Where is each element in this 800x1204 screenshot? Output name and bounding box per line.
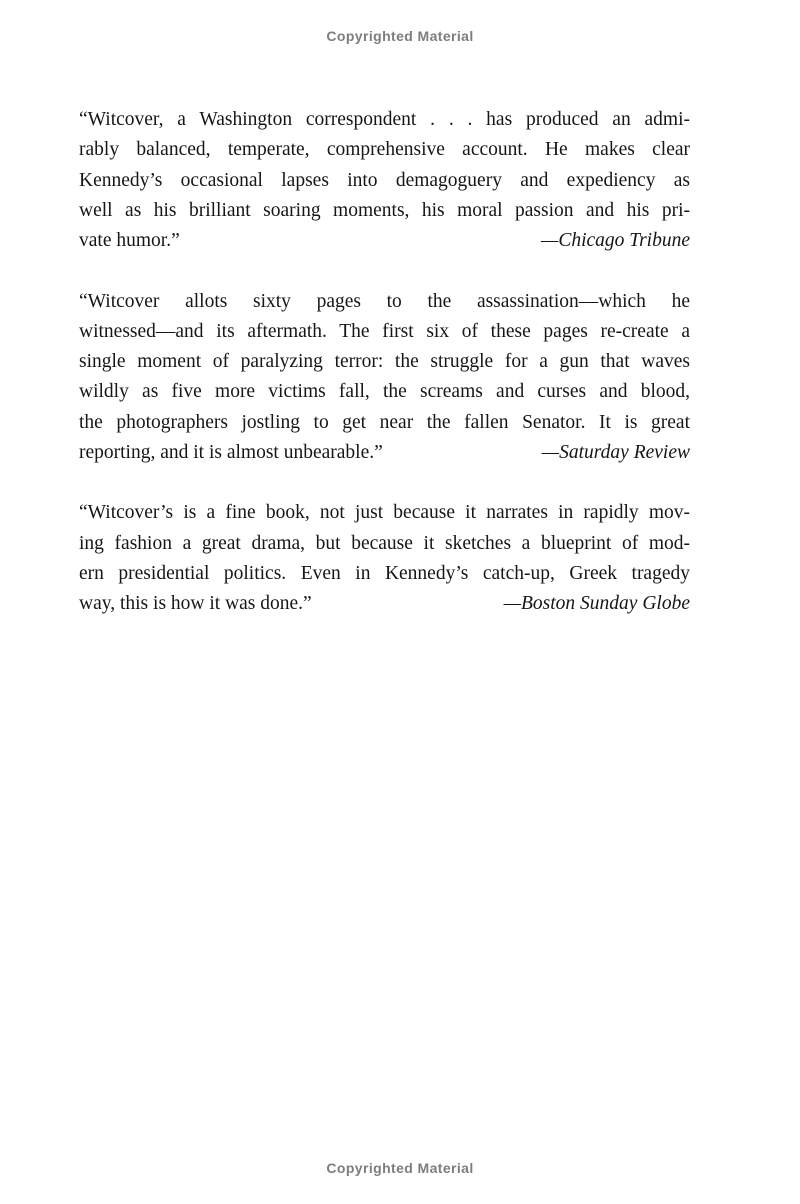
review-last-line <box>79 226 690 256</box>
review-line: the photographers jostling to get near the fallen Senator. It is great <box>79 411 690 433</box>
review-last-line <box>79 589 690 619</box>
copyright-notice-bottom: Copyrighted Material <box>326 1160 474 1176</box>
review-line: single moment of paralyzing terror: the struggle for a gun that waves <box>79 351 690 372</box>
review-blurbs <box>79 105 690 650</box>
review-last-line <box>79 438 690 468</box>
review-paragraph-saturday-review <box>79 287 690 469</box>
review-line: Kennedy’s occasional lapses into demagoguery and expediency as <box>79 169 690 191</box>
review-closing-text: way, this is how it was done.” <box>79 593 312 614</box>
review-line: ing fashion a great drama, but because it sketches a blueprint of mod- <box>79 532 690 554</box>
review-paragraph-boston-sunday-globe <box>79 498 690 619</box>
review-closing-text: reporting, and it is almost unbearable.” <box>79 441 383 463</box>
review-line: “Witcover, a Washington correspondent . . . has produced an admi- <box>79 109 690 130</box>
review-line: ern presidential politics. Even in Kennedy’s catch-up, Greek tragedy <box>79 562 690 584</box>
review-line: “Witcover allots sixty pages to the assassination—which he <box>79 290 690 312</box>
review-attribution: —Saturday Review <box>541 441 690 463</box>
review-attribution: —Boston Sunday Globe <box>503 593 690 614</box>
review-paragraph-chicago-tribune <box>79 105 690 256</box>
review-line: “Witcover’s is a fine book, not just because it narrates in rapidly mov- <box>79 502 690 524</box>
review-line: rably balanced, temperate, comprehensive account. He makes clear <box>79 139 690 161</box>
review-line: well as his brilliant soaring moments, his moral passion and his pri- <box>79 199 690 221</box>
review-line: wildly as five more victims fall, the screams and curses and blood, <box>79 381 690 403</box>
copyright-notice-top: Copyrighted Material <box>326 28 474 44</box>
review-line: witnessed—and its aftermath. The first six of these pages re-create a <box>79 320 690 342</box>
review-attribution: —Chicago Tribune <box>541 230 690 251</box>
review-closing-text: vate humor.” <box>79 230 180 251</box>
